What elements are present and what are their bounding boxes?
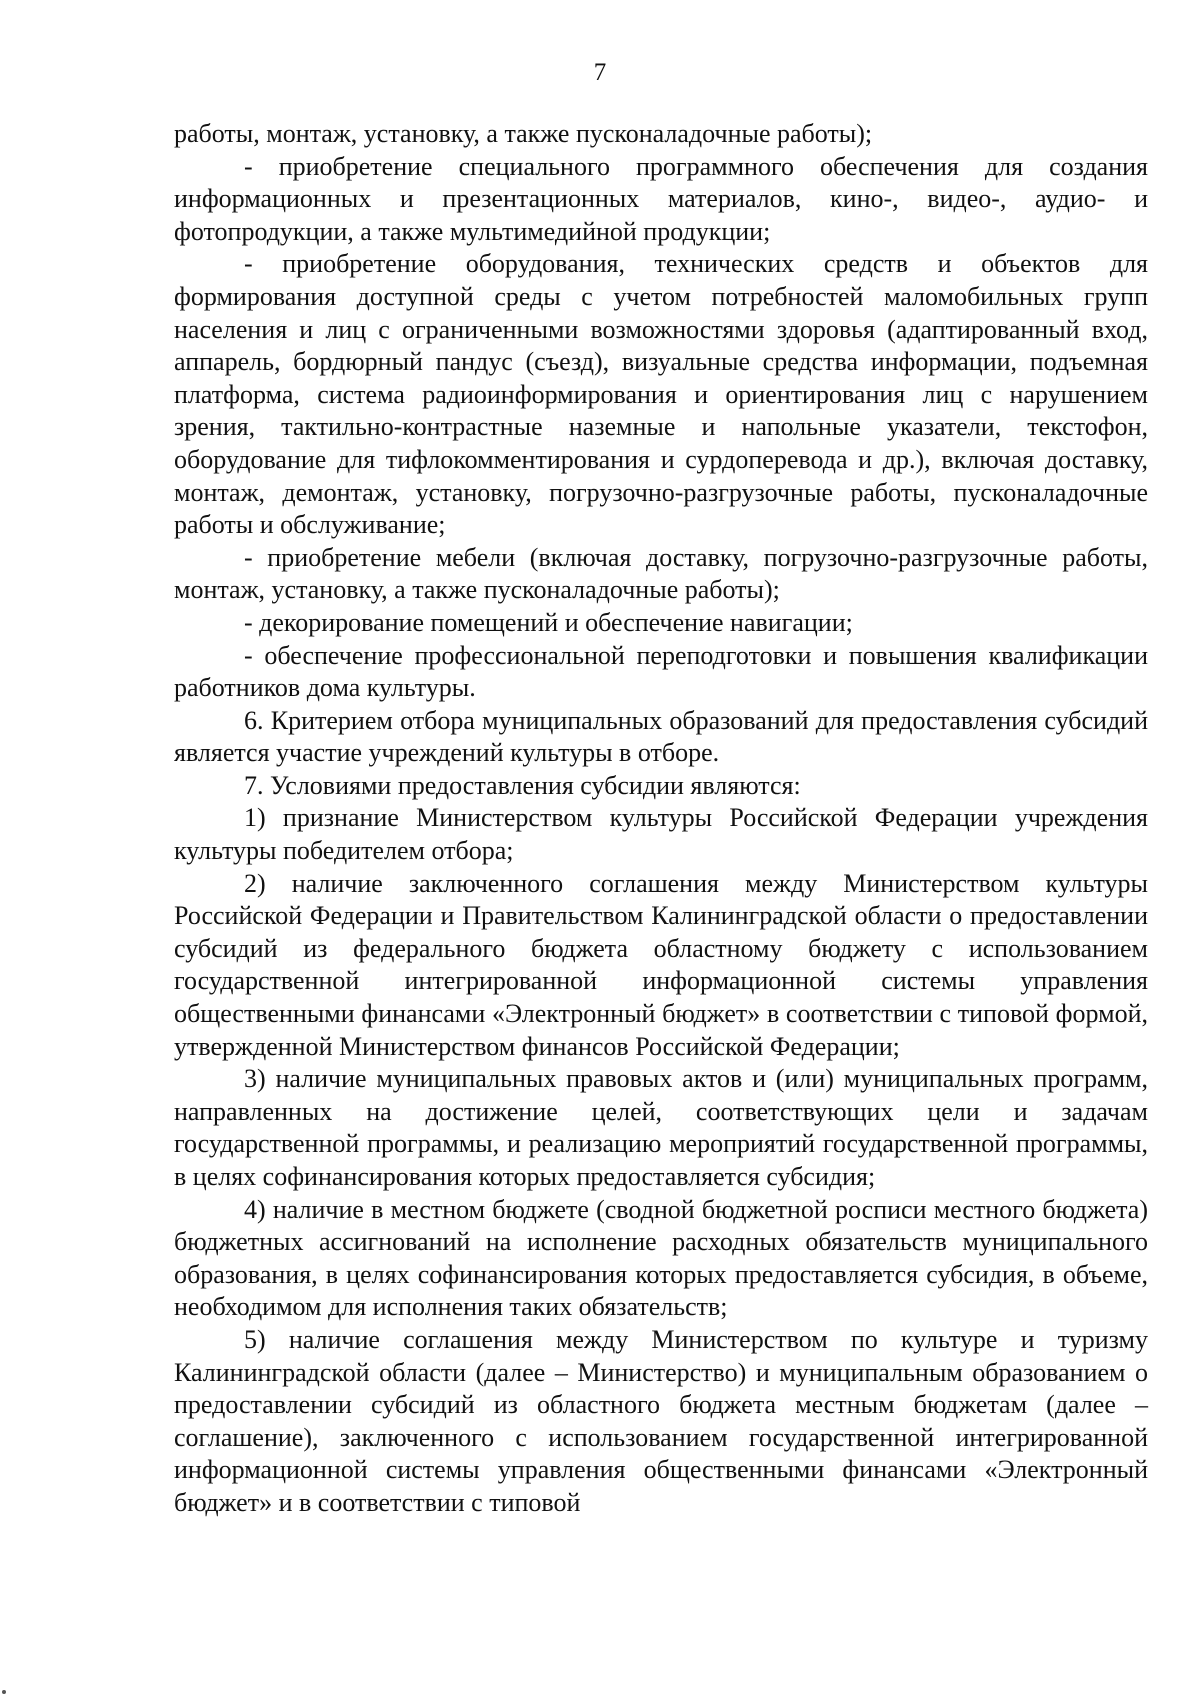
paragraph: 7. Условиями предоставления субсидии являются: <box>244 770 801 800</box>
document-body <box>174 118 1148 1520</box>
paragraph: 1) признание Министерством культуры Российской Федерации учреждения культуры победителем отбора; <box>174 803 1148 866</box>
page-number: 7 <box>593 59 607 86</box>
paragraph: работы, монтаж, установку, а также пусконаладочные работы); <box>174 119 873 148</box>
paragraph: - приобретение оборудования, технических средств и объектов для формирования доступной среды с учетом потребностей маломобильных групп населения и лиц с ограниченными возможностями здоровья (адаптированный вход, аппарель, бордюрный пандус (съезд), визуальные средства информации, подъемная платформа, система радиоинформирования и ориентирования лиц с нарушением зрения, тактильно-контрастные наземные и напольные указатели, текстофон, оборудование для тифлокомментирования и сурдоперевода и др.), включая доставку, монтаж, демонтаж, установку, погрузочно-разгрузочные работы, пусконаладочные работы и обслуживание; <box>174 249 1148 540</box>
paragraph: 4) наличие в местном бюджете (сводной бюджетной росписи местного бюджета) бюджетных ассигнований на исполнение расходных обязательств муниципального образования, в целях софинансирования которых предоставляется субсидия, в объеме, необходимом для исполнения таких обязательств; <box>174 1194 1148 1322</box>
paragraph: 5) наличие соглашения между Министерством по культуре и туризму Калининградской области (далее – Министерство) и муниципальным образованием о предоставлении субсидий из областного бюджета местным бюджетам (далее – соглашение), заключенного с использованием государственной интегрированной информационной системы управления общественными финансами «Электронный бюджет» и в соответствии с типовой <box>174 1324 1148 1517</box>
paragraph: 6. Критерием отбора муниципальных образований для предоставления субсидий является участие учреждений культуры в отборе. <box>174 705 1148 768</box>
paragraph: 3) наличие муниципальных правовых актов и (или) муниципальных программ, направленных на достижение целей, соответствующих цели и задачам государственной программы, и реализацию мероприятий государственной программы, в целях софинансирования которых предоставляется субсидия; <box>174 1064 1148 1191</box>
paragraph: - приобретение специального программного обеспечения для создания информационных и презентационных материалов, кино-, видео-, аудио- и фотопродукции, а также мультимедийной продукции; <box>174 151 1148 246</box>
scan-speck <box>2 1690 6 1694</box>
paragraph: - обеспечение профессиональной переподготовки и повышения квалификации работников дома культуры. <box>174 640 1148 703</box>
paragraph: - приобретение мебели (включая доставку, погрузочно-разгрузочные работы, монтаж, установку, а также пусконаладочные работы); <box>174 542 1148 605</box>
paragraph: 2) наличие заключенного соглашения между Министерством культуры Российской Федерации и Правительством Калининградской области о предоставлении субсидий из федерального бюджета областному бюджету с использованием государственной интегрированной информационной системы управления общественными финансами «Электронный бюджет» в соответствии с типовой формой, утвержденной Министерством финансов Российской Федерации; <box>174 868 1148 1061</box>
paragraph: - декорирование помещений и обеспечение навигации; <box>244 607 853 637</box>
